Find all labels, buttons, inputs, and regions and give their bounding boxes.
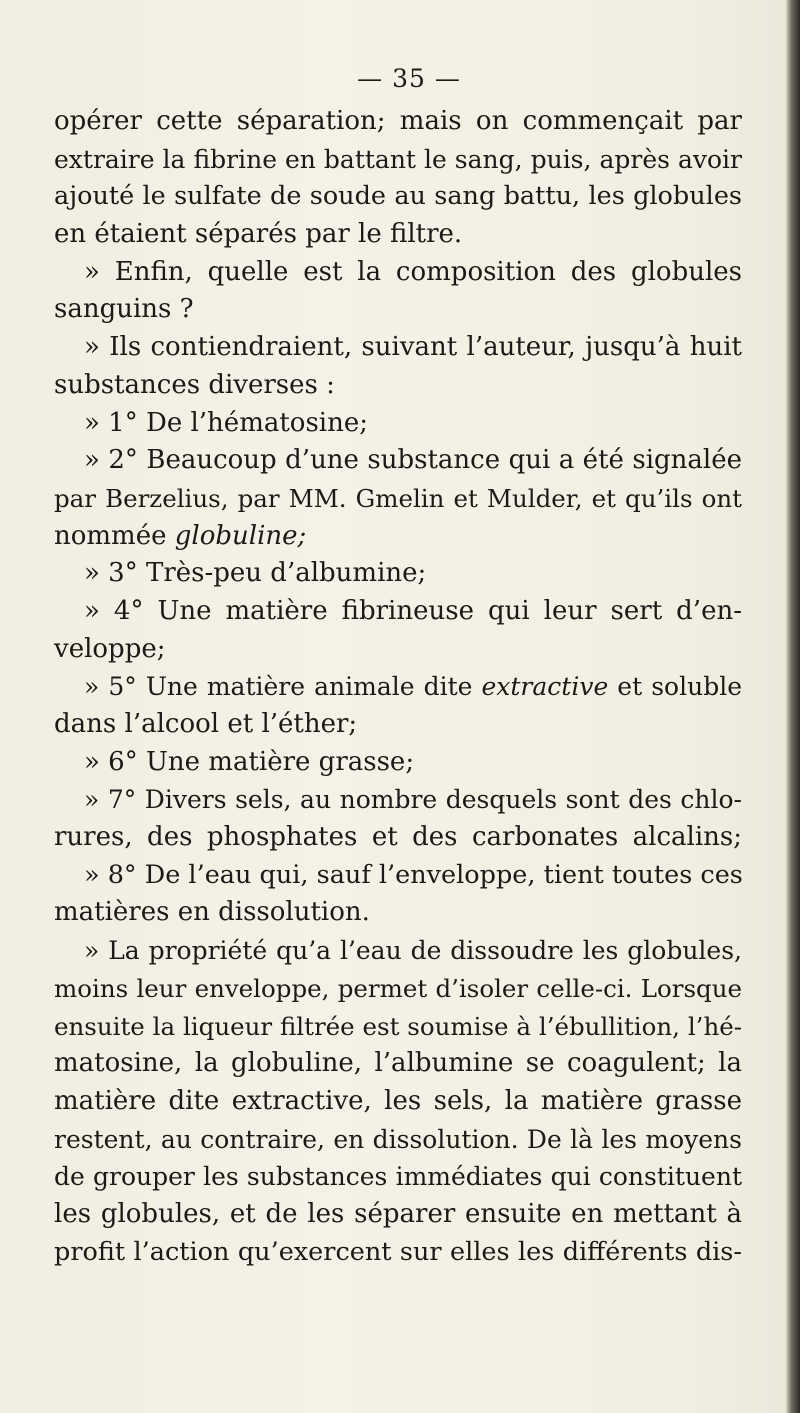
text-line: de grouper les substances immédiates qui constituent	[54, 1162, 742, 1192]
text-line: par Berzelius, par MM. Gmelin et Mulder, et qu’ils ont	[54, 483, 742, 513]
text-line: ensuite la liqueur filtrée est soumise à l’ébullition, l’hé-	[54, 1011, 742, 1041]
text-line: substances diverses :	[54, 369, 335, 400]
text-line: sanguins ?	[54, 294, 194, 325]
text-line: » 2° Beaucoup d’une substance qui a été signalée	[84, 445, 742, 476]
text-line: restent, au contraire, en dissolution. De là les moyens	[54, 1124, 742, 1154]
text-line: nommée globuline;	[54, 520, 307, 551]
text-line: » 1° De l’hématosine;	[84, 407, 368, 438]
text-line: extraire la fibrine en battant le sang, puis, après avoir	[54, 144, 742, 174]
page-number: — 35 —	[357, 64, 461, 93]
text-line: » 5° Une matière animale dite extractive et soluble	[84, 672, 742, 702]
text-line: » Enfin, quelle est la composition des globules	[84, 256, 742, 287]
text-line: les globules, et de les séparer ensuite en mettant à	[54, 1198, 742, 1229]
text-line: en étaient séparés par le filtre.	[54, 219, 463, 250]
text-line: » 8° De l’eau qui, sauf l’enveloppe, tient toutes ces	[84, 859, 743, 890]
text-line: moins leur enveloppe, permet d’isoler celle-ci. Lorsque	[54, 973, 742, 1003]
text-line: dans l’alcool et l’éther;	[54, 709, 358, 739]
text-line: veloppe;	[54, 633, 166, 664]
page-binding-edge	[786, 0, 800, 1413]
text-line: rures, des phosphates et des carbonates alcalins;	[54, 822, 742, 853]
body-text	[54, 103, 742, 1271]
text-line: matière dite extractive, les sels, la matière grasse	[54, 1085, 742, 1116]
text-line: profit l’action qu’exercent sur elles les différents dis-	[54, 1236, 742, 1267]
text-line: » 6° Une matière grasse;	[84, 746, 415, 777]
text-line: matosine, la globuline, l’albumine se coagulent; la	[54, 1048, 742, 1079]
text-line: » Ils contiendraient, suivant l’auteur, jusqu’à huit	[84, 332, 742, 363]
text-line: matières en dissolution.	[54, 897, 370, 928]
text-line: » 4° Une matière fibrineuse qui leur sert d’en-	[84, 595, 742, 626]
text-line: » 3° Très-peu d’albumine;	[84, 558, 427, 589]
text-line: » La propriété qu’a l’eau de dissoudre les globules,	[84, 936, 742, 966]
text-line: ajouté le sulfate de soude au sang battu, les globules	[54, 181, 742, 212]
text-line: opérer cette séparation; mais on commençait par	[54, 106, 742, 136]
text-line: » 7° Divers sels, au nombre desquels sont des chlo-	[84, 785, 742, 815]
